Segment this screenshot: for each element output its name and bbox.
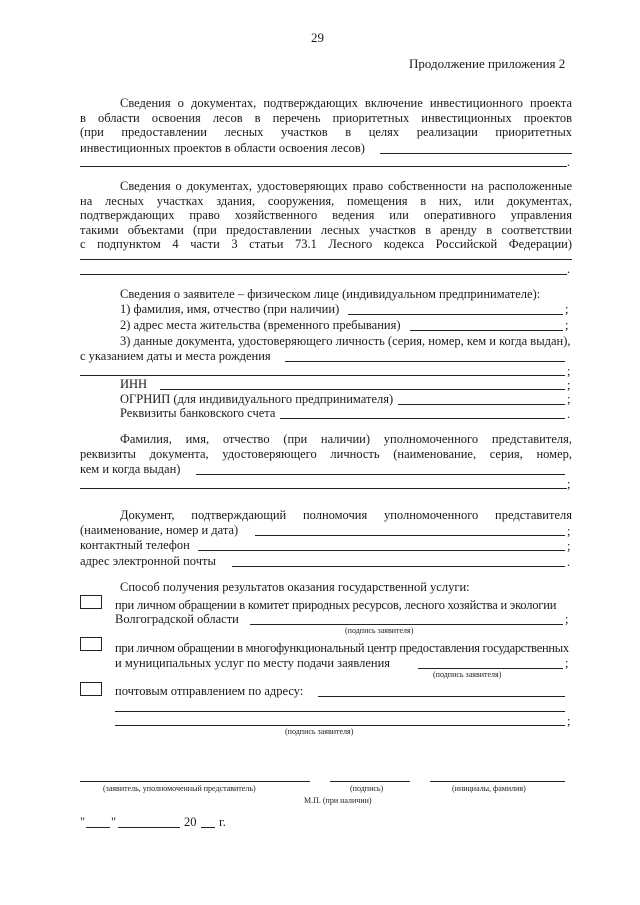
option1-sign-caption: (подпись заявителя) (345, 626, 414, 635)
bank-label: Реквизиты банковского счета (120, 406, 276, 420)
authority-line: Документ, подтверждающий полномочия уполномоченного представителя (120, 508, 572, 522)
postal-address-field[interactable] (318, 696, 565, 697)
option2-checkbox[interactable] (80, 637, 102, 651)
address-semicolon: ; (565, 318, 569, 332)
inn-semicolon: ; (567, 378, 571, 392)
email-label: адрес электронной почты (80, 554, 216, 568)
representative-semicolon: ; (567, 477, 571, 491)
phone-semicolon: ; (567, 539, 571, 553)
initials-field[interactable] (430, 781, 565, 782)
fio-field[interactable] (348, 314, 563, 315)
authority-field[interactable] (255, 535, 565, 536)
section2-field-2[interactable] (80, 274, 567, 275)
representative-text (80, 432, 572, 461)
date-year-field[interactable] (201, 827, 215, 828)
option2-signature-field[interactable] (418, 668, 563, 669)
fio-semicolon: ; (565, 302, 569, 316)
section1-line: Сведения о документах, подтверждающих включение инвестиционного проекта (120, 96, 572, 110)
signature-field[interactable] (330, 781, 410, 782)
option3-checkbox[interactable] (80, 682, 102, 696)
section1-line: инвестиционных проектов в области освоения лесов) (80, 141, 365, 155)
section2-end: . (567, 262, 571, 276)
date-day-field[interactable] (86, 827, 110, 828)
ogrnip-label: ОГРНИП (для индивидуального предпринимателя) (120, 392, 394, 406)
continuation-label: Продолжение приложения 2 (409, 56, 566, 71)
authority-line-2: (наименование, номер и дата) (80, 523, 239, 537)
applicant-heading: Сведения о заявителе – физическом лице (индивидуальном предпринимателе): (120, 287, 541, 301)
phone-label: контактный телефон (80, 538, 190, 552)
section1-text (80, 96, 572, 140)
section1-field-2[interactable] (80, 166, 567, 167)
email-field[interactable] (232, 566, 565, 567)
option1-label-2: Волгоградской области (115, 612, 239, 626)
option2-semicolon: ; (565, 656, 569, 670)
option1-signature-field[interactable] (250, 624, 563, 625)
address-label: 2) адрес места жительства (временного пребывания) (120, 318, 401, 332)
method-heading: Способ получения результатов оказания государственной услуги: (120, 580, 470, 594)
postal-address-field-3[interactable] (115, 725, 565, 726)
date-suffix: г. (219, 815, 226, 829)
id-doc-label: 3) данные документа, удостоверяющего личность (серия, номер, кем и когда выдан), (120, 334, 571, 348)
applicant-name-field[interactable] (80, 781, 310, 782)
section1-end: . (567, 155, 571, 169)
initials-caption: (инициалы, фамилия) (452, 784, 526, 793)
page-number: 29 (311, 30, 324, 45)
section2-line: Сведения о документах, удостоверяющих право собственности на расположенные (120, 179, 572, 193)
section2-line: такими объектами (при предоставлении лесных участков в аренду в соответствии (80, 222, 572, 237)
option2-label: при личном обращении в многофункциональный центр предоставления государственных (115, 641, 569, 655)
email-end: . (567, 555, 571, 569)
fio-label: 1) фамилия, имя, отчество (при наличии) (120, 302, 340, 316)
representative-field-2[interactable] (80, 488, 567, 489)
date-year-label: 20 (184, 815, 197, 829)
date-quote-open: " (80, 815, 86, 829)
section2-line: подтверждающих право хозяйственного ведения или оперативного управления (80, 208, 572, 222)
option2-label-2: и муниципальных услуг по месту подачи заявления (115, 656, 391, 670)
bank-end: . (567, 407, 571, 421)
section2-line: на лесных участках здания, сооружения, помещения в них, или документах, (80, 193, 572, 208)
phone-field[interactable] (198, 550, 565, 551)
section1-line: в области освоения лесов в перечень приоритетных инвестиционных проектов (80, 110, 572, 125)
inn-label: ИНН (120, 377, 148, 391)
postal-address-field-2[interactable] (115, 711, 565, 712)
section2-line: с подпунктом 4 части 3 статьи 73.1 Лесного кодекса Российской Федерации) (80, 237, 572, 251)
representative-line: Фамилия, имя, отчество (при наличии) уполномоченного представителя, (120, 432, 572, 446)
option1-semicolon: ; (565, 612, 569, 626)
representative-line: реквизиты документа, удостоверяющего личность (наименование, серия, номер, (80, 446, 572, 461)
ogrnip-field[interactable] (398, 404, 565, 405)
option1-label: при личном обращении в комитет природных ресурсов, лесного хозяйства и экологии (115, 598, 557, 612)
id-doc-field-2[interactable] (80, 375, 565, 376)
option1-checkbox[interactable] (80, 595, 102, 609)
section2-field[interactable] (80, 259, 572, 260)
inn-field[interactable] (160, 389, 565, 390)
id-doc-label-2: с указанием даты и места рождения (80, 349, 271, 363)
section2-text (80, 179, 572, 252)
authority-semicolon: ; (567, 524, 571, 538)
option3-semicolon: ; (567, 714, 571, 728)
ogrnip-semicolon: ; (567, 392, 571, 406)
bank-field[interactable] (280, 418, 565, 419)
representative-line: кем и когда выдан) (80, 462, 181, 476)
stamp-label: М.П. (при наличии) (304, 796, 372, 805)
option3-label: почтовым отправлением по адресу: (115, 684, 304, 698)
representative-field[interactable] (196, 474, 565, 475)
authority-text (80, 508, 572, 523)
address-field[interactable] (410, 330, 563, 331)
section1-line: (при предоставлении лесных участков в целях реализации приоритетных (80, 125, 572, 139)
signature-caption: (подпись) (350, 784, 384, 793)
option3-sign-caption: (подпись заявителя) (285, 727, 354, 736)
section1-field[interactable] (380, 153, 572, 154)
applicant-caption: (заявитель, уполномоченный представитель) (103, 784, 256, 793)
id-doc-field[interactable] (285, 361, 565, 362)
date-quote-close: " (111, 815, 117, 829)
date-month-field[interactable] (118, 827, 180, 828)
id-doc-semicolon: ; (567, 364, 571, 378)
option2-sign-caption: (подпись заявителя) (433, 670, 502, 679)
